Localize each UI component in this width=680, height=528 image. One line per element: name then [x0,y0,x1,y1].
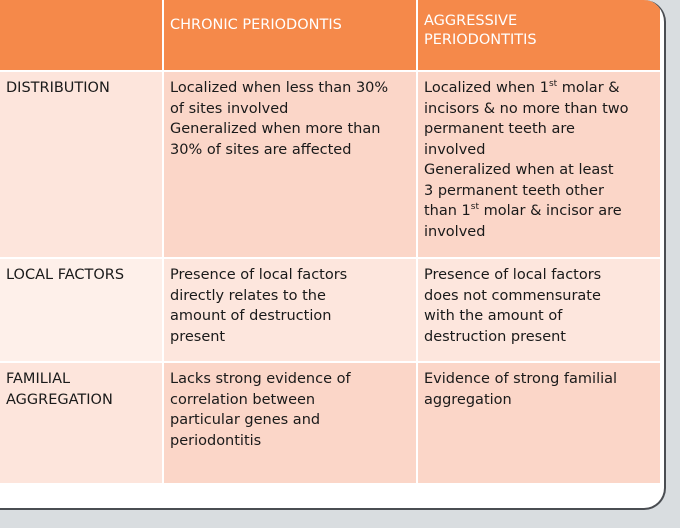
cell-line: involved [424,223,486,240]
cell-line: 3 permanent teeth other [424,182,604,199]
cell-line: Presence of local factors [424,267,602,283]
cell-text: than 1 [424,203,471,219]
cell-line: Presence of local factors [170,267,348,283]
aggressive-cell [417,362,660,484]
cell-line: aggregation [424,391,512,408]
cell-text: molar & [557,80,620,96]
cell-line: destruction present [424,328,566,345]
ordinal-superscript: st [548,79,558,90]
cell-line: permanent teeth are [424,121,575,137]
cell-line: Lacks strong evidence of [170,371,351,387]
cell-line: with the amount of [424,308,563,324]
cell-line: 30% of sites are affected [170,141,352,158]
cell-line: directly relates to the [170,287,326,304]
cell-line: amount of destruction [170,308,332,324]
table-row-local-factors [0,258,660,362]
header-aggressive-cell [417,0,660,71]
cell-line: present [170,328,226,345]
cell-line [424,78,654,99]
cell-line [424,201,654,222]
cell-line: incisors & no more than two [424,100,629,117]
table-row-distribution [0,71,660,258]
row-label: LOCAL FACTORS [6,267,125,283]
cell-line: Localized when less than 30% [170,80,389,96]
cell-line: correlation between [170,391,316,408]
cell-line: Generalized when at least [424,162,614,178]
row-label-cell [0,258,163,362]
row-label-cell [0,71,163,258]
header-chronic-cell [163,0,417,71]
chronic-cell [163,362,417,484]
cell-line: of sites involved [170,100,289,117]
aggressive-cell [417,71,660,258]
header-aggressive-label-line1: AGGRESSIVE [424,13,518,29]
cell-line: Generalized when more than [170,121,381,137]
ordinal-superscript: st [470,202,480,213]
cell-line: does not commensurate [424,287,601,304]
chronic-cell [163,71,417,258]
table-row-familial-aggregation [0,362,660,484]
cell-text: molar & incisor are [479,203,622,219]
aggressive-cell [417,258,660,362]
cell-line: particular genes and [170,412,321,428]
row-label: AGGREGATION [6,391,113,408]
cell-line: Evidence of strong familial [424,371,618,387]
header-row [0,0,660,71]
row-label-cell [0,362,163,484]
cell-line: involved [424,141,486,158]
cell-line: periodontitis [170,432,262,449]
header-chronic-label: CHRONIC PERIODONTIS [170,17,342,33]
chronic-cell [163,258,417,362]
row-label: DISTRIBUTION [6,80,110,96]
cell-text: Localized when 1 [424,80,549,96]
row-label: FAMILIAL [6,371,71,387]
header-aggressive-label-line2: PERIODONTITIS [424,32,537,48]
header-corner-cell [0,0,163,71]
